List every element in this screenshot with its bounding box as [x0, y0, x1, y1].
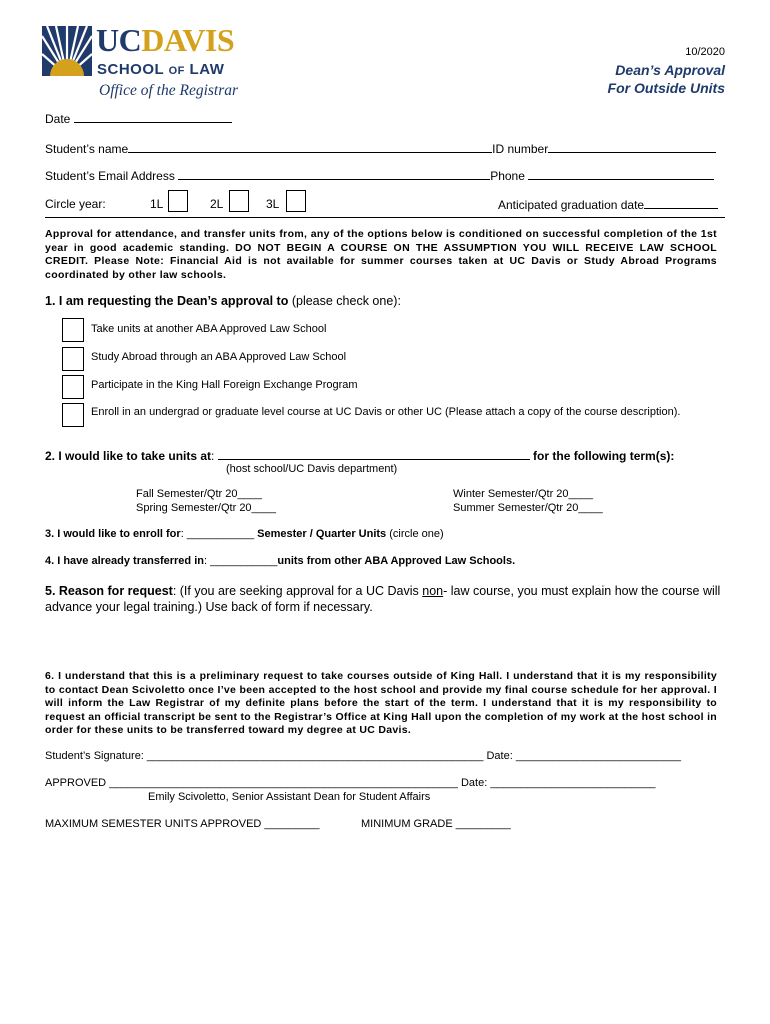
circle-year-label: Circle year: — [45, 197, 106, 211]
year-option-3l[interactable]: 3L — [266, 197, 280, 211]
form-date-code: 10/2020 — [685, 46, 725, 58]
approved-line[interactable] — [45, 777, 656, 789]
law-text: LAW — [184, 61, 225, 78]
grad-date-label: Anticipated graduation date — [498, 198, 645, 212]
year-3l-box[interactable] — [286, 190, 306, 212]
date-line[interactable] — [74, 111, 232, 123]
option-4-checkbox[interactable] — [62, 403, 84, 427]
grad-date-field[interactable] — [498, 197, 718, 212]
approved-blank[interactable]: _________________________________________________________ — [109, 777, 458, 789]
school-text: SCHOOL — [97, 61, 169, 78]
section-3-line[interactable] — [45, 528, 444, 540]
id-number-line[interactable] — [548, 141, 716, 153]
section-5-text-a: : (If you are seeking approval for a UC Davis — [172, 584, 423, 598]
section-3-colon: : — [180, 528, 187, 540]
section-4-rest: units from other ABA Approved Law Schools. — [277, 555, 516, 567]
section-4-colon: : — [203, 555, 211, 567]
section-5-label: 5. Reason for request — [45, 584, 173, 598]
max-units-approved[interactable]: MAXIMUM SEMESTER UNITS APPROVED _________ — [45, 818, 320, 830]
term-summer[interactable]: Summer Semester/Qtr 20____ — [453, 502, 603, 514]
of-text: OF — [168, 65, 185, 77]
section-1-heading-note: (please check one): — [288, 294, 401, 308]
ucdavis-law-logo — [42, 22, 252, 104]
section-1-heading — [45, 294, 401, 308]
approved-date-blank[interactable]: ___________________________ — [490, 777, 656, 789]
phone-line[interactable] — [528, 168, 714, 180]
semester-quarter-units[interactable]: Semester / Quarter Units — [254, 528, 387, 540]
section-6-acknowledgement: 6. I understand that this is a preliminary request to take courses outside of King Hall. I understand that it is my responsibility to contact Dean Scivoletto once I’ve been accepted to the host school and provide my final course schedule for her approval. I will inform the Law Registrar of my definite plans before the start of the term. I understand that it is my responsibility to request an official transcript be sent to the Registrar’s Office at King Hall upon the completion of my work at the host school in order for these units to be transferred toward my degree at UC Davis. — [45, 670, 718, 736]
section-5-text — [45, 584, 725, 615]
email-field[interactable] — [45, 168, 714, 183]
section-4-label: 4. I have already transferred in — [45, 555, 204, 567]
option-4-label: Enroll in an undergrad or graduate level course at UC Davis or other UC (Please attach a copy of the course description). — [91, 406, 681, 418]
school-of-law-text — [97, 61, 224, 78]
approved-label: APPROVED — [45, 777, 110, 789]
grad-date-line[interactable] — [644, 197, 718, 209]
term-fall[interactable]: Fall Semester/Qtr 20____ — [136, 488, 262, 500]
uc-text: UC — [96, 22, 142, 58]
section-5-non: non — [422, 584, 444, 598]
student-date-label: Date: — [483, 750, 516, 762]
section-2-line — [45, 448, 674, 463]
ucdavis-wordmark — [96, 24, 234, 56]
option-3-checkbox[interactable] — [62, 375, 84, 399]
id-number-label: ID number — [492, 142, 549, 156]
year-option-1l[interactable]: 1L — [150, 197, 164, 211]
option-3-label: Participate in the King Hall Foreign Exchange Program — [91, 379, 358, 391]
title-line-1: Dean’s Approval — [615, 62, 725, 78]
transferred-units-blank[interactable]: ___________ — [210, 555, 278, 567]
student-name-label: Student’s name — [45, 142, 129, 156]
section-2-label: 2. I would like to take units at — [45, 449, 212, 463]
dean-name: Emily Scivoletto, Senior Assistant Dean for Student Affairs — [148, 791, 431, 803]
student-signature-blank[interactable]: _______________________________________________________ — [146, 750, 484, 762]
section-1-heading-bold: 1. I am requesting the Dean’s approval to — [45, 294, 289, 308]
section-2-colon: : — [211, 449, 215, 463]
option-2-label: Study Abroad through an ABA Approved Law School — [91, 351, 347, 363]
section-2-suffix: for the following term(s): — [529, 449, 675, 463]
option-2-checkbox[interactable] — [62, 347, 84, 371]
host-school-line[interactable] — [218, 448, 530, 460]
student-signature-line[interactable] — [45, 750, 681, 762]
year-1l-box[interactable] — [168, 190, 188, 212]
header-divider — [45, 217, 725, 218]
approved-date-label: Date: — [457, 777, 491, 789]
student-name-field[interactable] — [45, 141, 716, 156]
form-title — [608, 61, 725, 97]
student-signature-label: Student’s Signature: — [45, 750, 147, 762]
davis-text: DAVIS — [141, 22, 235, 58]
sunburst-icon — [42, 26, 92, 76]
year-option-2l[interactable]: 2L — [210, 197, 224, 211]
phone-label: Phone — [490, 169, 525, 183]
section-4-line[interactable] — [45, 555, 515, 567]
option-1-label: Take units at another ABA Approved Law School — [91, 323, 327, 335]
approval-notice: Approval for attendance, and transfer units from, any of the options below is conditioned on successful completion of the 1st year in good academic standing. DO NOT BEGIN A COURSE ON THE ASSUMPTION YOU WILL RECEIVE LAW SCHOOL CREDIT. Please Note: Financial Aid is not available for summer courses taken at UC Davis or Study Abroad Programs coordinated by other law schools. — [45, 228, 717, 281]
student-name-line[interactable] — [128, 141, 492, 153]
title-line-2: For Outside Units — [607, 80, 725, 96]
section-5-text-b: - law course, you must explain how the course will advance your legal training.) Use back of form if necessary. — [45, 584, 721, 614]
date-field[interactable] — [45, 111, 232, 126]
circle-one-note: (circle one) — [386, 528, 444, 540]
units-blank[interactable]: ___________ — [186, 528, 255, 540]
student-date-blank[interactable]: ___________________________ — [515, 750, 681, 762]
host-school-sublabel: (host school/UC Davis department) — [226, 463, 398, 475]
term-winter[interactable]: Winter Semester/Qtr 20____ — [453, 488, 594, 500]
option-1-checkbox[interactable] — [62, 318, 84, 342]
date-label: Date — [45, 112, 71, 126]
term-spring[interactable]: Spring Semester/Qtr 20____ — [136, 502, 277, 514]
section-3-label: 3. I would like to enroll for — [45, 528, 181, 540]
year-2l-box[interactable] — [229, 190, 249, 212]
email-line[interactable] — [178, 168, 490, 180]
email-label: Student’s Email Address — [45, 169, 175, 183]
office-of-registrar-text: Office of the Registrar — [99, 82, 239, 99]
minimum-grade[interactable]: MINIMUM GRADE _________ — [361, 818, 511, 830]
